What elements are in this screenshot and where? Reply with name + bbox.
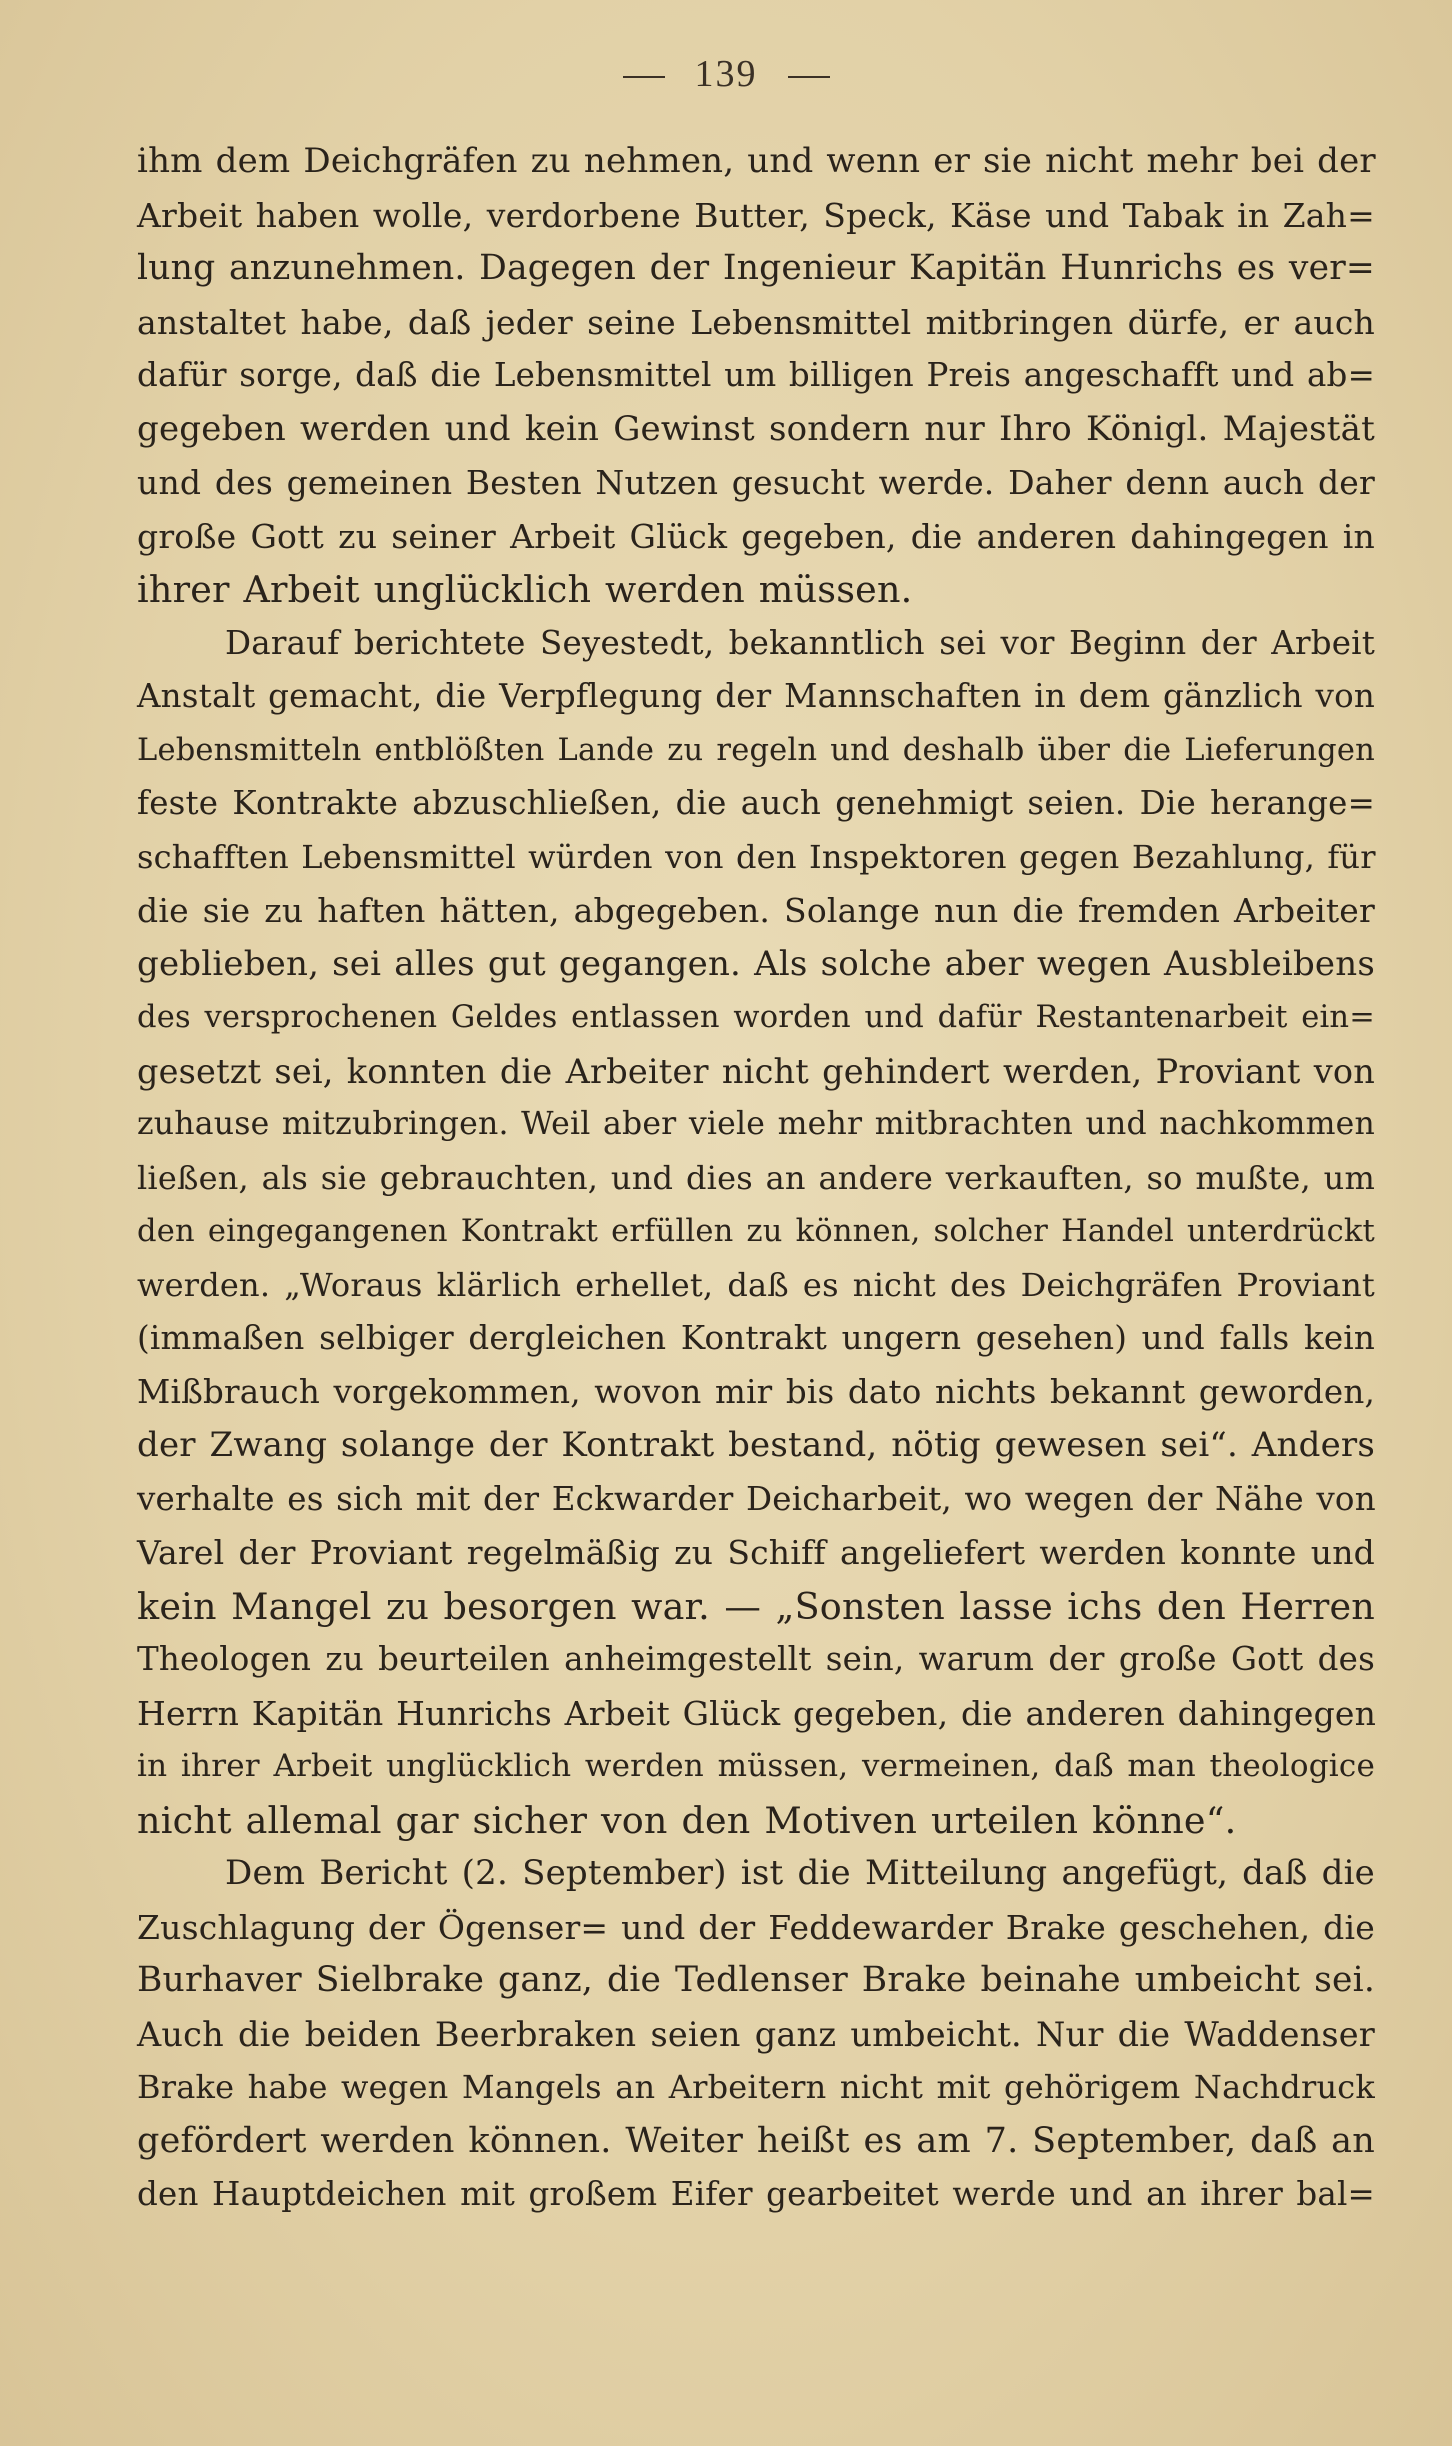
text-line: Lebensmitteln entblößten Lande zu regeln und deshalb über die Lieferungen — [137, 732, 1375, 768]
text-line: feste Kontrakte abzuschließen, die auch genehmigt seien. Die herange= — [137, 784, 1375, 822]
text-line: Anstalt gemacht, die Verpflegung der Mannschaften in dem gänzlich von — [137, 677, 1375, 715]
text-line: Darauf berichtete Seyestedt, bekanntlich sei vor Beginn der Arbeit — [225, 623, 1375, 662]
text-line: ließen, als sie gebrauchten, und dies an andere verkauften, so mußte, um — [137, 1158, 1375, 1197]
text-line: verhalte es sich mit der Eckwarder Deicharbeit, wo wegen der Nähe von — [137, 1479, 1376, 1518]
text-line: Dem Bericht (2. September) ist die Mitteilung angefügt, daß die — [225, 1853, 1375, 1893]
paragraph-1 — [137, 135, 1375, 617]
text-line: in ihrer Arbeit unglücklich werden müssen, vermeinen, daß man theologice — [137, 1748, 1375, 1784]
text-line: Herrn Kapitän Hunrichs Arbeit Glück gegeben, die anderen dahingegen — [137, 1693, 1377, 1733]
text-line: kein Mangel zu besorgen war. — „Sonsten lasse ichs den Herren — [137, 1584, 1375, 1628]
text-line: ihm dem Deichgräfen zu nehmen, und wenn er sie nicht mehr bei der — [137, 141, 1376, 181]
text-line: Auch die beiden Beerbraken seien ganz umbeicht. Nur die Waddenser — [137, 2014, 1375, 2054]
text-line: gesetzt sei, konnten die Arbeiter nicht gehindert werden, Proviant von — [137, 1051, 1375, 1091]
page-number-header — [0, 52, 1452, 96]
text-line: geblieben, sei alles gut gegangen. Als solche aber wegen Ausbleibens — [137, 943, 1375, 984]
left-dash — [623, 76, 665, 78]
text-line: Theologen zu beurteilen anheimgestellt sein, warum der große Gott des — [137, 1640, 1375, 1678]
text-line: schafften Lebensmittel würden von den Inspektoren gegen Bezahlung, für — [137, 837, 1376, 876]
text-line: Mißbrauch vorgekommen, wovon mir bis dato nichts bekannt geworden, — [137, 1372, 1375, 1411]
text-line: des versprochenen Geldes entlassen worden und dafür Restantenarbeit ein= — [137, 1000, 1375, 1035]
text-line: gefördert werden können. Weiter heißt es am 7. September, daß an — [137, 2120, 1375, 2161]
right-dash — [788, 76, 830, 78]
text-line: lung anzunehmen. Dagegen der Ingenieur Kapitän Hunrichs es ver= — [137, 248, 1375, 288]
text-line: Varel der Proviant regelmäßig zu Schiff angeliefert werden konnte und — [137, 1533, 1375, 1572]
text-line: dafür sorge, daß die Lebensmittel um billigen Preis angeschafft und ab= — [137, 356, 1375, 394]
text-line: gegeben werden und kein Gewinst sondern nur Ihro Königl. Majestät — [137, 408, 1375, 449]
text-line: den Hauptdeichen mit großem Eifer gearbeitet werde und an ihrer bal= — [137, 2175, 1375, 2213]
text-line: und des gemeinen Besten Nutzen gesucht werde. Daher denn auch der — [137, 463, 1375, 502]
text-line: ihrer Arbeit unglücklich werden müssen. — [137, 568, 913, 611]
body-text — [137, 135, 1375, 2222]
text-line: (immaßen selbiger dergleichen Kontrakt ungern gesehen) und falls kein — [137, 1319, 1375, 1357]
text-line: große Gott zu seiner Arbeit Glück gegeben, die anderen dahingegen in — [137, 516, 1375, 556]
text-line: den eingegangenen Kontrakt erfüllen zu können, solcher Handel unterdrückt — [137, 1214, 1375, 1249]
text-line: zuhause mitzubringen. Weil aber viele mehr mitbrachten und nachkommen — [137, 1106, 1375, 1142]
text-line: Burhaver Sielbrake ganz, die Tedlenser Brake beinahe umbeicht sei. — [137, 1960, 1375, 2000]
text-line: Arbeit haben wolle, verdorbene Butter, Speck, Käse und Tabak in Zah= — [137, 195, 1375, 235]
text-line: die sie zu haften hätten, abgegeben. Solange nun die fremden Arbeiter — [137, 891, 1375, 930]
paragraph-2 — [137, 617, 1375, 1848]
text-line: Zuschlagung der Ögenser= und der Feddewarder Brake geschehen, die — [137, 1907, 1375, 1947]
paragraph-3 — [137, 1847, 1375, 2222]
text-line: Brake habe wegen Mangels an Arbeitern nicht mit gehörigem Nachdruck — [137, 2068, 1375, 2106]
text-line: werden. „Woraus klärlich erhellet, daß es nicht des Deichgräfen Proviant — [137, 1265, 1375, 1304]
text-line: anstaltet habe, daß jeder seine Lebensmittel mitbringen dürfe, er auch — [137, 302, 1375, 342]
text-line: nicht allemal gar sicher von den Motiven urteilen könne“. — [137, 1798, 1237, 1842]
page-number: 139 — [694, 53, 758, 95]
text-line: der Zwang solange der Kontrakt bestand, nötig gewesen sei“. Anders — [137, 1425, 1375, 1465]
